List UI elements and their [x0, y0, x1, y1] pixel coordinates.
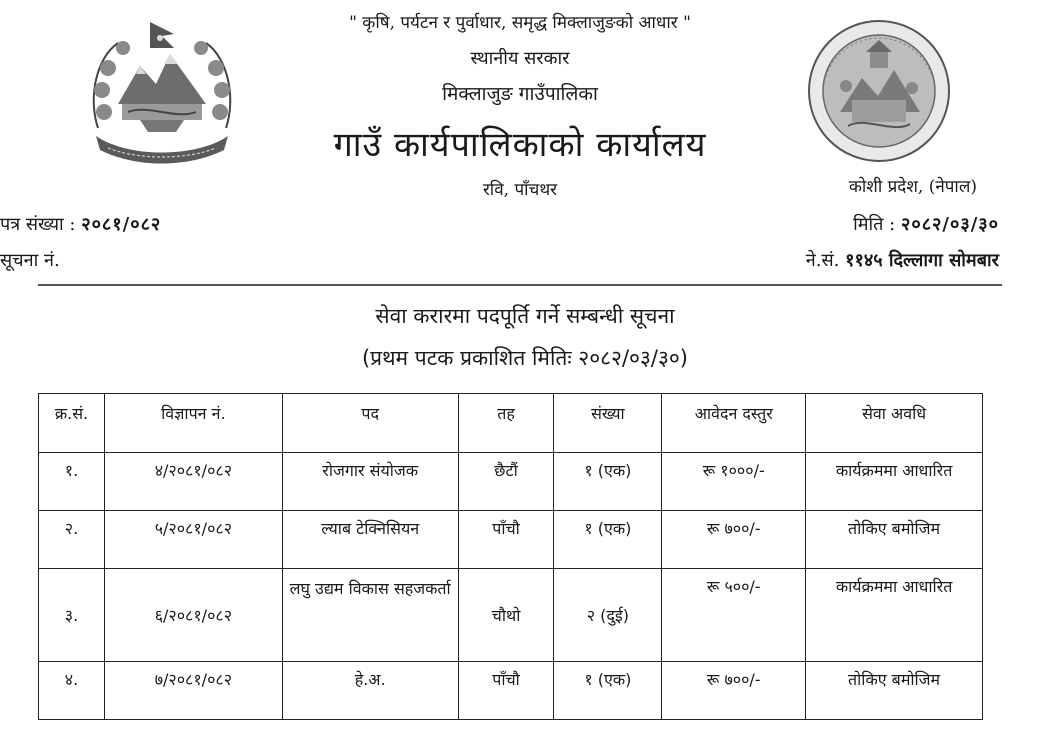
- header-serial: क्र.सं.: [39, 394, 105, 453]
- province-label: कोशी प्रदेश, (नेपाल): [848, 177, 977, 197]
- reference-label: पत्र संख्या :: [0, 214, 76, 235]
- cell-serial: १.: [39, 453, 105, 511]
- cell-level: पाँचौ: [458, 511, 554, 569]
- cell-advertisement-no: ५/२०८१/०८२: [104, 511, 282, 569]
- cell-application-fee: रू ५००/-: [662, 569, 806, 662]
- office-location: रवि, पाँचथर: [482, 180, 558, 200]
- notice-subtitle: (प्रथम पटक प्रकाशित मितिः २०८२/०३/३०): [361, 346, 688, 370]
- municipality-seal-emblem: [804, 16, 954, 166]
- cell-serial: ३.: [39, 569, 105, 662]
- reference-number: [0, 212, 161, 236]
- cell-level: पाँचौ: [458, 662, 554, 720]
- reference-value: २०८१/०८२: [81, 214, 162, 235]
- cell-position: हे.अ.: [282, 662, 458, 720]
- cell-serial: ४.: [39, 662, 105, 720]
- nepal-sambat-date: [806, 248, 999, 272]
- office-title: गाउँ कार्यपालिकाको कार्यालय: [333, 125, 707, 165]
- nepal-coat-of-arms-emblem: [78, 8, 246, 166]
- cell-level: छैटौं: [458, 453, 554, 511]
- cell-application-fee: रू ७००/-: [662, 662, 806, 720]
- cell-count: १ (एक): [554, 511, 662, 569]
- motto: " कृषि, पर्यटन र पुर्वाधार, समृद्ध मिक्लाजुङको आधार ": [349, 13, 691, 33]
- nepal-sambat-value: ११४५ दिल्लागा सोमबार: [845, 250, 999, 271]
- header-level: तह: [458, 394, 554, 453]
- cell-service-period: कार्यक्रममा आधारित: [806, 453, 983, 511]
- cell-service-period: कार्यक्रममा आधारित: [806, 569, 983, 662]
- table-header-row: [39, 394, 983, 453]
- cell-application-fee: रू १०००/-: [662, 453, 806, 511]
- nepal-sambat-label: ने.सं.: [805, 250, 840, 271]
- notice-title: सेवा करारमा पदपूर्ति गर्ने सम्बन्धी सूचना: [375, 304, 675, 328]
- cell-count: २ (दुई): [554, 569, 662, 662]
- cell-application-fee: रू ७००/-: [662, 511, 806, 569]
- cell-advertisement-no: ४/२०८१/०८२: [104, 453, 282, 511]
- header-divider: [38, 284, 1002, 286]
- cell-position: लघु उद्यम विकास सहजकर्ता: [282, 569, 458, 662]
- date-line: [853, 212, 999, 236]
- cell-count: १ (एक): [554, 662, 662, 720]
- header-position: पद: [282, 394, 458, 453]
- cell-advertisement-no: ६/२०८१/०८२: [104, 569, 282, 662]
- date-value: २०८२/०३/३०: [900, 214, 999, 235]
- date-label: मिति :: [853, 214, 896, 235]
- header-advertisement-no: विज्ञापन नं.: [104, 394, 282, 453]
- header-service-period: सेवा अवधि: [806, 394, 983, 453]
- vacancy-table: [38, 393, 983, 720]
- table-row: [39, 511, 983, 569]
- header-count: संख्या: [554, 394, 662, 453]
- table-row: [39, 662, 983, 720]
- cell-advertisement-no: ७/२०८१/०८२: [104, 662, 282, 720]
- table-row: [39, 569, 983, 662]
- cell-service-period: तोकिए बमोजिम: [806, 662, 983, 720]
- header-application-fee: आवेदन दस्तुर: [662, 394, 806, 453]
- government-label: स्थानीय सरकार: [470, 48, 570, 69]
- cell-count: १ (एक): [554, 453, 662, 511]
- cell-level: चौथो: [458, 569, 554, 662]
- table-row: [39, 453, 983, 511]
- cell-serial: २.: [39, 511, 105, 569]
- cell-position: रोजगार संयोजक: [282, 453, 458, 511]
- municipality-name: मिक्लाजुङ गाउँपालिका: [442, 83, 598, 105]
- notice-number-label: सूचना नं.: [0, 250, 60, 271]
- cell-service-period: तोकिए बमोजिम: [806, 511, 983, 569]
- cell-position: ल्याब टेक्निसियन: [282, 511, 458, 569]
